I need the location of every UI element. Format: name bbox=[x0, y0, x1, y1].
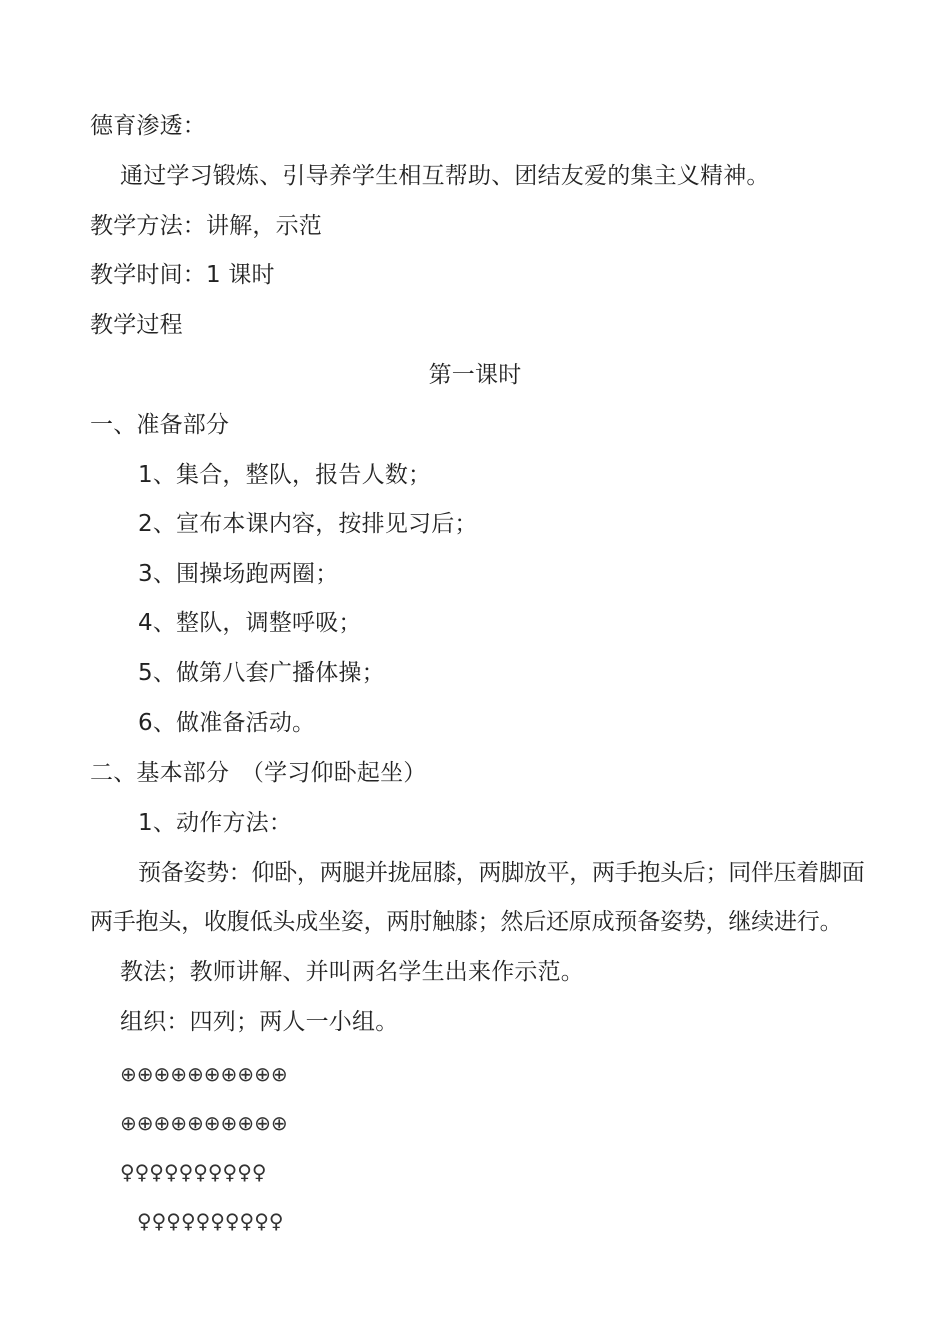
prep-posture-line2: 两手抱头，收腹低头成坐姿，两肘触膝；然后还原成预备姿势，继续进行。 bbox=[90, 909, 843, 935]
formation-row-1: ⊕⊕⊕⊕⊕⊕⊕⊕⊕⊕ bbox=[120, 1062, 288, 1086]
organization: 组织：四列；两人一小组。 bbox=[120, 1009, 399, 1035]
moral-education-label: 德育渗透： bbox=[90, 113, 206, 139]
teaching-process: 教学过程 bbox=[90, 312, 183, 338]
action-method-heading: 1、动作方法： bbox=[138, 810, 293, 836]
prep-posture-line1: 预备姿势：仰卧，两腿并拢屈膝，两脚放平，两手抱头后；同伴压着脚面 bbox=[138, 860, 865, 886]
list-item: 6、做准备活动。 bbox=[138, 710, 316, 736]
list-item: 3、围操场跑两圈； bbox=[138, 561, 339, 587]
formation-row-4: ♀♀♀♀♀♀♀♀♀♀ bbox=[137, 1209, 284, 1233]
section-heading-basic: 二、基本部分 （学习仰卧起坐） bbox=[90, 760, 427, 786]
teaching-time: 教学时间：1 课时 bbox=[90, 262, 275, 288]
teaching-approach: 教法；教师讲解、并叫两名学生出来作示范。 bbox=[120, 959, 584, 985]
lesson-title: 第一课时 bbox=[428, 362, 522, 388]
list-item: 2、宣布本课内容，按排见习后； bbox=[138, 511, 478, 537]
list-item: 4、整队，调整呼吸； bbox=[138, 610, 362, 636]
formation-row-3: ♀♀♀♀♀♀♀♀♀♀ bbox=[120, 1160, 267, 1184]
formation-row-2: ⊕⊕⊕⊕⊕⊕⊕⊕⊕⊕ bbox=[120, 1111, 288, 1135]
list-item: 1、集合，整队，报告人数； bbox=[138, 462, 432, 488]
list-item: 5、做第八套广播体操； bbox=[138, 660, 385, 686]
section-heading-preparation: 一、准备部分 bbox=[90, 412, 230, 438]
moral-education-text: 通过学习锻炼、引导养学生相互帮助、团结友爱的集主义精神。 bbox=[120, 163, 770, 189]
teaching-method: 教学方法：讲解，示范 bbox=[90, 213, 322, 239]
